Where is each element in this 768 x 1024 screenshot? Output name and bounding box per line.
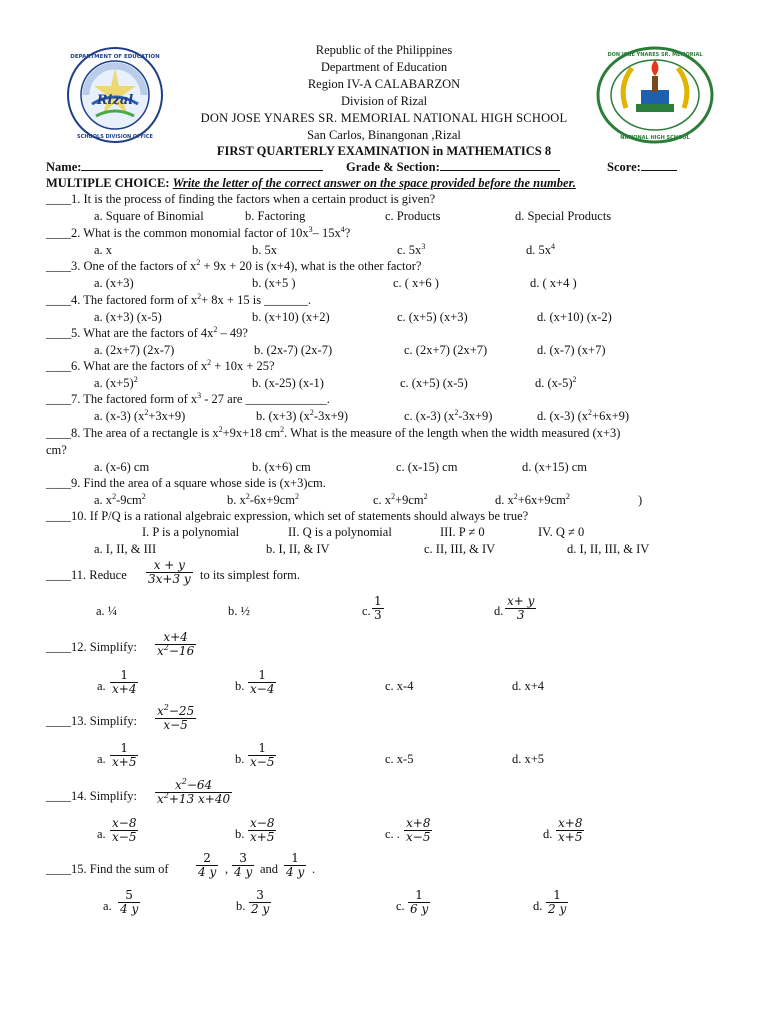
q10-statement-1: I. P is a polynomial: [142, 525, 240, 539]
question-14: ____14. Simplify:: [46, 789, 137, 803]
q1-option-d: d. Special Products: [515, 209, 612, 223]
name-field: Name:: [46, 160, 323, 175]
q14-fraction: $\frac{x^2-64}{x^2+13 x+40}$: [157, 777, 231, 806]
score-field: Score:: [607, 160, 677, 175]
q15-option-a-fraction: $\frac{5}{4 y}$: [120, 888, 139, 916]
q10-statement-2: II. Q is a polynomial: [288, 525, 392, 539]
q11-option-d-fraction: $\frac{x+ y}{3}$: [507, 594, 535, 622]
question-4: ____4. The factored form of $x^2+ 8x + 15$ is _______.: [46, 291, 312, 307]
question-5: ____5. What are the factors of $4x^2 - 49$?: [46, 324, 248, 340]
q2-option-c: c. $5x^3$: [397, 241, 426, 257]
q9-stray-paren: ): [638, 493, 643, 507]
q4-option-c: c. (x+5) (x+3): [397, 310, 468, 324]
q1-option-c: c. Products: [385, 209, 441, 223]
q14-option-a-fraction: $\frac{x-8}{x-5}$: [112, 816, 137, 844]
q7-option-d: d. (x-3) $(x^2+6x+9)$: [537, 407, 630, 423]
exam-title: FIRST QUARTERLY EXAMINATION in MATHEMATICS 8: [216, 144, 552, 158]
q10-statement-3: III. P ≠ 0: [440, 525, 485, 539]
q6-option-b: b. (x-25) (x-1): [252, 376, 324, 390]
grade-section-field: Grade & Section:: [346, 160, 560, 175]
q4-option-d: d. (x+10) (x-2): [537, 310, 612, 324]
q9-option-a: a. $x^2-9cm^2$: [94, 491, 146, 507]
q13-option-c: c. x-5: [385, 752, 414, 766]
q5-option-d: d. (x-7) (x+7): [537, 343, 606, 357]
q13-option-b-fraction: $\frac{1}{x-5}$: [250, 741, 275, 769]
q3-option-c: c. ( x+6 ): [393, 276, 439, 290]
svg-text:NATIONAL HIGH SCHOOL: NATIONAL HIGH SCHOOL: [620, 135, 690, 141]
question-12: ____12. Simplify:: [46, 640, 137, 654]
q10-statement-4: IV. Q ≠ 0: [538, 525, 585, 539]
q15-option-b-label: b.: [236, 899, 246, 913]
q11-option-c-fraction: $\frac{1}{3}$: [374, 594, 382, 622]
q3-option-a: a. (x+3): [94, 276, 134, 290]
q3-option-d: d. ( x+4 ): [530, 276, 577, 290]
q12-fraction: $\frac{x+4}{x^2-16}$: [157, 630, 195, 658]
q7-option-c: c. (x-3) $(x^2-3x+9)$: [404, 407, 493, 423]
q10-option-b: b. I, II, & IV: [266, 542, 330, 556]
instructions: MULTIPLE CHOICE: Write the letter of the correct answer on the space provided before the number.: [46, 176, 576, 190]
q2-option-d: d. $5x^4$: [526, 241, 555, 257]
question-8-cont: cm?: [46, 443, 67, 457]
q8-option-b: b. (x+6) cm: [252, 460, 311, 474]
q7-option-b: b. (x+3) $(x^2-3x+9)$: [256, 407, 349, 423]
q11-option-d-label: d.: [494, 604, 504, 618]
header-line-4: Division of Rizal: [340, 94, 428, 108]
q15-option-b-fraction: $\frac{3}{2 y}$: [251, 888, 270, 916]
question-6: ____6. What are the factors of $x^2 + 10x + 25$?: [46, 357, 275, 373]
q12-option-a-fraction: $\frac{1}{x+4}$: [112, 668, 137, 696]
q9-option-d: d. $x^2+6x+9cm^2$: [495, 491, 570, 507]
q10-option-d: d. I, II, III, & IV: [567, 542, 650, 556]
q6-option-d: d. $(x-5)^2$: [535, 374, 577, 390]
q6-option-c: c. (x+5) (x-5): [400, 376, 468, 390]
q15-option-d-fraction: $\frac{1}{2 y}$: [548, 888, 567, 916]
q11-fraction: $\frac{x + y}{3x+3 y}$: [148, 558, 191, 586]
q15-option-a-label: a.: [103, 899, 112, 913]
q14-option-b-label: b.: [235, 827, 245, 841]
q12-option-c: c. x-4: [385, 679, 414, 693]
svg-text:DON JOSE YNARES SR. MEMORIAL: DON JOSE YNARES SR. MEMORIAL: [607, 52, 703, 58]
q6-option-a: a. $(x+5)^2$: [94, 374, 138, 390]
q2-option-a: a. x: [94, 243, 113, 257]
question-9: ____9. Find the area of a square whose side is (x+3)cm.: [46, 476, 326, 490]
q15-and: and: [260, 862, 279, 876]
q12-option-a-label: a.: [97, 679, 106, 693]
q14-option-c-fraction: $\frac{x+8}{x-5}$: [406, 816, 431, 844]
school-name: DON JOSE YNARES SR. MEMORIAL NATIONAL HIGH SCHOOL: [200, 111, 568, 125]
q15-period: .: [312, 862, 316, 876]
q12-option-b-fraction: $\frac{1}{x-4}$: [250, 668, 275, 696]
q11-end: to its simplest form.: [200, 568, 300, 582]
q4-option-a: a. (x+3) (x-5): [94, 310, 162, 324]
q9-option-b: b. $x^2-6x+9cm^2$: [227, 491, 299, 507]
q5-option-c: c. (2x+7) (2x+7): [404, 343, 488, 357]
question-13: ____13. Simplify:: [46, 714, 137, 728]
q13-option-b-label: b.: [235, 752, 245, 766]
header-line-1: Republic of the Philippines: [315, 43, 453, 57]
question-15: ____15. Find the sum of: [46, 862, 169, 876]
q15-fraction-2: $\frac{3}{4 y}$: [234, 851, 253, 879]
q14-option-d-fraction: $\frac{x+8}{x+5}$: [558, 816, 583, 844]
q13-fraction: $\frac{x^2-25}{x-5}$: [157, 703, 195, 732]
header-line-3: Region IV-A CALABARZON: [307, 77, 461, 91]
svg-text:SCHOOLS DIVISION OFFICE: SCHOOLS DIVISION OFFICE: [77, 134, 153, 140]
svg-text:DEPARTMENT OF EDUCATION: DEPARTMENT OF EDUCATION: [70, 54, 160, 60]
q13-option-d: d. x+5: [512, 752, 545, 766]
q9-option-c: c. $x^2+9cm^2$: [373, 491, 428, 507]
q14-option-d-label: d.: [543, 827, 553, 841]
q15-option-c-fraction: $\frac{1}{6 y}$: [410, 888, 429, 916]
question-10: ____10. If P/Q is a rational algebraic expression, which set of statements should always be true?: [46, 509, 529, 523]
q15-option-c-label: c.: [396, 899, 405, 913]
q11-option-a: a. ¼: [96, 604, 118, 618]
question-11: ____11. Reduce: [46, 568, 127, 582]
q8-option-a: a. (x-6) cm: [94, 460, 150, 474]
q12-option-d: d. x+4: [512, 679, 545, 693]
seal-word: Rizal: [96, 93, 134, 108]
q10-option-c: c. II, III, & IV: [424, 542, 496, 556]
q14-option-a-label: a.: [97, 827, 106, 841]
q15-fraction-3: $\frac{1}{4 y}$: [286, 851, 305, 879]
q13-option-a-fraction: $\frac{1}{x+5}$: [112, 741, 137, 769]
question-8: ____8. The area of a rectangle is $x^2+9x+18$ $cm^2$. What is the measure of the length when the width measured (x+3): [46, 424, 621, 440]
q10-option-a: a. I, II, & III: [94, 542, 157, 556]
q12-option-b-label: b.: [235, 679, 245, 693]
question-7: ____7. The factored form of $x^3 - 27$ are _____________.: [46, 390, 330, 406]
q14-option-b-fraction: $\frac{x-8}{x+5}$: [250, 816, 275, 844]
q7-option-a: a. (x-3) $(x^2+3x+9)$: [94, 407, 186, 423]
q15-comma: ,: [225, 862, 229, 876]
q8-option-d: d. (x+15) cm: [522, 460, 588, 474]
q8-option-c: c. (x-15) cm: [396, 460, 458, 474]
q1-option-b: b. Factoring: [245, 209, 306, 223]
q11-option-c-label: c.: [362, 604, 371, 618]
q15-option-d-label: d.: [533, 899, 543, 913]
q11-option-b: b. ½: [228, 604, 250, 618]
q15-fraction-1: $\frac{2}{4 y}$: [198, 851, 217, 879]
school-address: San Carlos, Binangonan ,Rizal: [307, 128, 461, 142]
question-1: ____1. It is the process of finding the factors when a certain product is given?: [46, 192, 436, 206]
q13-option-a-label: a.: [97, 752, 106, 766]
q5-option-b: b. (2x-7) (2x-7): [254, 343, 333, 357]
header-line-2: Department of Education: [320, 60, 448, 74]
q1-option-a: a. Square of Binomial: [94, 209, 204, 223]
q3-option-b: b. (x+5 ): [252, 276, 296, 290]
q4-option-b: b. (x+10) (x+2): [252, 310, 330, 324]
q14-option-c-label: c. .: [385, 827, 400, 841]
q5-option-a: a. (2x+7) (2x-7): [94, 343, 175, 357]
question-3: ____3. One of the factors of $x^2 + 9x + 20$ is (x+4), what is the other factor?: [46, 257, 422, 273]
question-2: ____2. What is the common monomial factor of $10x^3-$ $15x^4$?: [46, 224, 351, 240]
q2-option-b: b. 5x: [252, 243, 277, 257]
